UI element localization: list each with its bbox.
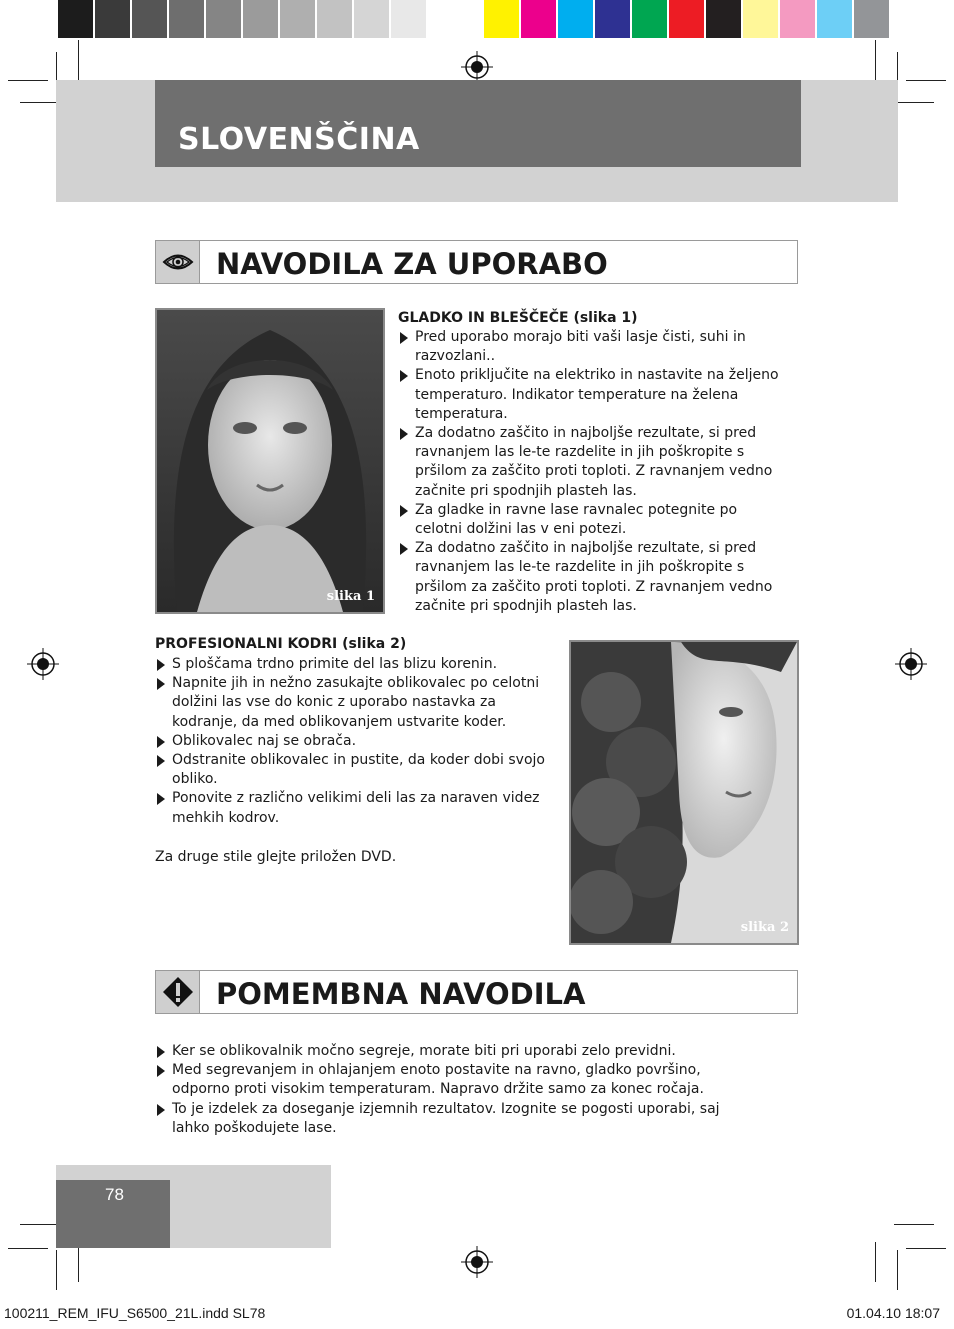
crop-mark <box>56 1250 57 1290</box>
color-swatch <box>669 0 704 38</box>
color-swatch <box>817 0 852 38</box>
crop-mark <box>906 80 946 81</box>
registration-mark-icon <box>895 648 927 680</box>
process-color-bar <box>484 0 889 38</box>
warning-icon <box>156 971 200 1013</box>
crop-mark <box>906 1248 946 1249</box>
color-swatch <box>280 0 315 38</box>
file-slug: 100211_REM_IFU_S6500_21L.indd SL78 <box>4 1305 266 1321</box>
color-swatch <box>706 0 741 38</box>
photo-straight-hair <box>155 308 385 614</box>
crop-mark <box>78 1242 79 1282</box>
color-swatch <box>428 0 463 38</box>
list-item: Napnite jih in nežno zasukajte oblikovalec po celotni dolžini las vse do konic z uporabo nastavka za kodranje, da med oblikovanjem ustvarite koder. <box>155 674 560 732</box>
list-item: To je izdelek za doseganje izjemnih rezultatov. Izognite se pogosti uporabi, saj lahko poškodujete lase. <box>155 1100 755 1138</box>
list-item: Za dodatno zaščito in najboljše rezultate, si pred ravnanjem las le-te razdelite in jih poškropite s pršilom za zaščito proti toploti. Z ravnanjem vedno začnite pri spodnjih plasteh las. <box>398 424 788 501</box>
color-swatch <box>58 0 93 38</box>
photo-caption: slika 1 <box>326 589 375 604</box>
color-swatch <box>743 0 778 38</box>
crop-mark <box>78 40 79 84</box>
registration-mark-icon <box>461 51 493 83</box>
eye-icon <box>156 241 200 283</box>
list-item: Ker se oblikovalnik močno segreje, morate biti pri uporabi zelo previdni. <box>155 1042 755 1061</box>
photo-curly-hair <box>569 640 799 945</box>
list-item: Za dodatno zaščito in najboljše rezultate, si pred ravnanjem las le-te razdelite in jih poškropite s pršilom za zaščito proti toploti. Z ravnanjem vedno začnite pri spodnjih plasteh las. <box>398 539 788 616</box>
color-swatch <box>95 0 130 38</box>
color-swatch <box>595 0 630 38</box>
list-item: Oblikovalec naj se obrača. <box>155 732 560 751</box>
color-swatch <box>521 0 556 38</box>
section-title: NAVODILA ZA UPORABO <box>216 247 608 281</box>
instruction-list-curls <box>155 655 560 828</box>
crop-mark <box>875 40 876 84</box>
color-swatch <box>854 0 889 38</box>
color-swatch <box>780 0 815 38</box>
section-title: POMEMBNA NAVODILA <box>216 977 586 1011</box>
color-swatch <box>354 0 389 38</box>
color-swatch <box>558 0 593 38</box>
crop-mark <box>8 1248 48 1249</box>
crop-mark <box>894 102 934 103</box>
color-swatch <box>391 0 426 38</box>
color-swatch <box>484 0 519 38</box>
list-item: Pred uporabo morajo biti vaši lasje čisti, suhi in razvozlani.. <box>398 328 788 366</box>
crop-mark <box>8 80 48 81</box>
color-swatch <box>632 0 667 38</box>
section-heading-important <box>155 970 798 1014</box>
crop-mark <box>875 1242 876 1282</box>
list-item: S ploščama trdno primite del las blizu korenin. <box>155 655 560 674</box>
color-swatch <box>243 0 278 38</box>
color-swatch <box>132 0 167 38</box>
photo-caption: slika 2 <box>740 920 789 935</box>
subsection-heading: PROFESIONALNI KODRI (slika 2) <box>155 636 407 652</box>
registration-mark-icon <box>461 1246 493 1278</box>
section-heading-usage <box>155 240 798 284</box>
list-item: Enoto priključite na elektriko in nastavite na željeno temperaturo. Indikator temperature na želena temperatura. <box>398 366 788 424</box>
important-instructions-list <box>155 1042 755 1138</box>
dvd-note: Za druge stile glejte priložen DVD. <box>155 849 397 865</box>
page-number: 78 <box>105 1185 124 1204</box>
color-swatch <box>206 0 241 38</box>
crop-mark <box>894 1224 934 1225</box>
list-item: Za gladke in ravne lase ravnalec potegnite po celotni dolžini las v eni potezi. <box>398 501 788 539</box>
subsection-heading: GLADKO IN BLEŠČEČE (slika 1) <box>398 310 638 326</box>
print-date-slug: 01.04.10 18:07 <box>846 1305 940 1321</box>
list-item: Med segrevanjem in ohlajanjem enoto postavite na ravno, gladko površino, odporno proti visokim temperaturam. Napravo držite samo za konec ročaja. <box>155 1061 755 1099</box>
language-title: SLOVENŠČINA <box>178 122 420 157</box>
grayscale-color-bar <box>58 0 463 38</box>
list-item: Odstranite oblikovalec in pustite, da koder dobi svojo obliko. <box>155 751 560 789</box>
instruction-list-straight <box>398 328 788 616</box>
crop-mark <box>20 1224 60 1225</box>
color-swatch <box>169 0 204 38</box>
color-swatch <box>317 0 352 38</box>
crop-mark <box>20 102 60 103</box>
list-item: Ponovite z različno velikimi deli las za naraven videz mehkih kodrov. <box>155 789 560 827</box>
crop-mark <box>897 1250 898 1290</box>
registration-mark-icon <box>27 648 59 680</box>
